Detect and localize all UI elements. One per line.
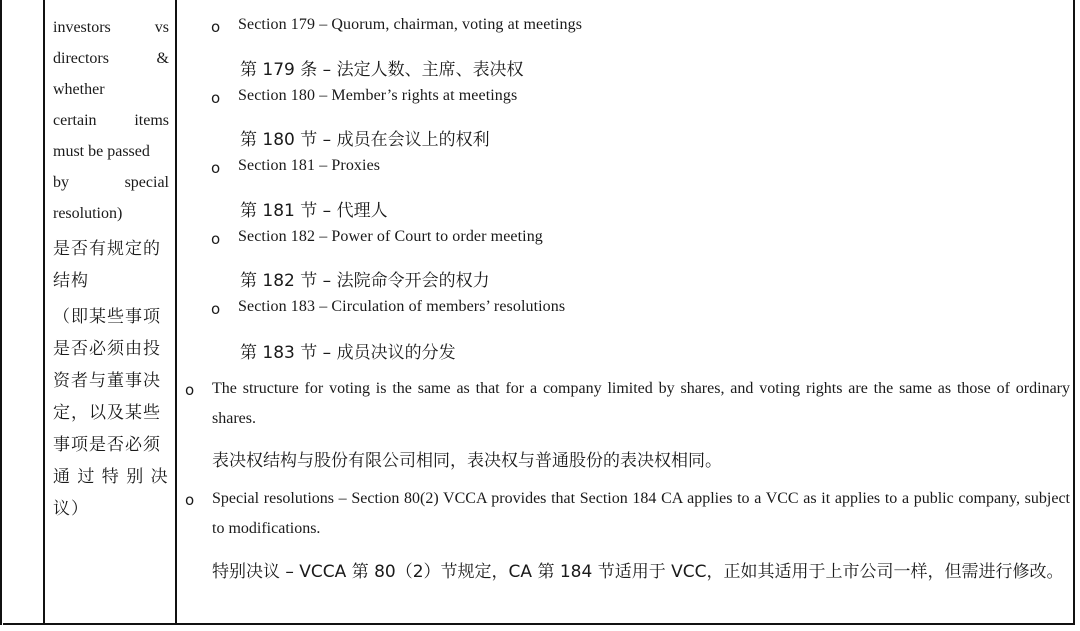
topic-zh-heading: 是否有规定的 结构 bbox=[53, 239, 161, 291]
topic-cell bbox=[53, 12, 169, 525]
section-180-en: Section 180 – Member’s rights at meetings bbox=[238, 87, 518, 104]
special-resolutions-en: Special resolutions – Section 80(2) VCCA provides that Section 184 CA applies to a VCC as it applies to a public company, subject to modifications. bbox=[212, 490, 1070, 537]
section-181-zh: 第 181 节 – 代理人 bbox=[240, 201, 388, 221]
list-bullet: o bbox=[211, 300, 221, 318]
topic-en-line: certain items bbox=[53, 112, 169, 129]
list-bullet: o bbox=[185, 381, 195, 399]
column-divider-2 bbox=[175, 0, 177, 625]
table-border-right bbox=[1073, 0, 1075, 625]
section-179-zh: 第 179 条 – 法定人数、主席、表决权 bbox=[240, 60, 524, 80]
voting-structure-zh: 表决权结构与股份有限公司相同，表决权与普通股份的表决权相同。 bbox=[212, 451, 722, 471]
topic-en-line: directors & bbox=[53, 50, 169, 67]
list-bullet: o bbox=[185, 491, 195, 509]
special-resolutions-zh: 特别决议 – VCCA 第 80（2）节规定，CA 第 184 节适用于 VCC，正如其适用于上市公司一样，但需进行修改。 bbox=[212, 562, 1064, 582]
section-183-en: Section 183 – Circulation of members’ resolutions bbox=[238, 298, 566, 315]
topic-en-line: resolution) bbox=[53, 205, 123, 222]
section-180-zh: 第 180 节 – 成员在会议上的权利 bbox=[240, 130, 490, 150]
content-cell bbox=[178, 0, 1073, 625]
topic-en-line: whether bbox=[53, 81, 105, 98]
section-182-zh: 第 182 节 – 法院命令开会的权力 bbox=[240, 271, 490, 291]
section-179-en: Section 179 – Quorum, chairman, voting at meetings bbox=[238, 16, 583, 33]
list-bullet: o bbox=[211, 230, 221, 248]
list-bullet: o bbox=[211, 89, 221, 107]
topic-en-line: must be passed bbox=[53, 143, 150, 160]
section-182-en: Section 182 – Power of Court to order meeting bbox=[238, 228, 543, 245]
list-bullet: o bbox=[211, 159, 221, 177]
topic-en-line: by special bbox=[53, 174, 169, 191]
section-181-en: Section 181 – Proxies bbox=[238, 157, 381, 174]
topic-en-line: investors vs bbox=[53, 19, 169, 36]
section-183-zh: 第 183 节 – 成员决议的分发 bbox=[240, 343, 456, 363]
table-border-left bbox=[0, 0, 2, 625]
column-divider-1 bbox=[43, 0, 45, 625]
voting-structure-en: The structure for voting is the same as that for a company limited by shares, and voting rights are the same as those of ordinary shares. bbox=[212, 380, 1070, 427]
list-bullet: o bbox=[211, 18, 221, 36]
topic-zh-body: （即某些事项 是否必须由投 资者与董事决 定，以及某些 事项是否必须 通 过 特 别 决 议） bbox=[53, 307, 169, 519]
